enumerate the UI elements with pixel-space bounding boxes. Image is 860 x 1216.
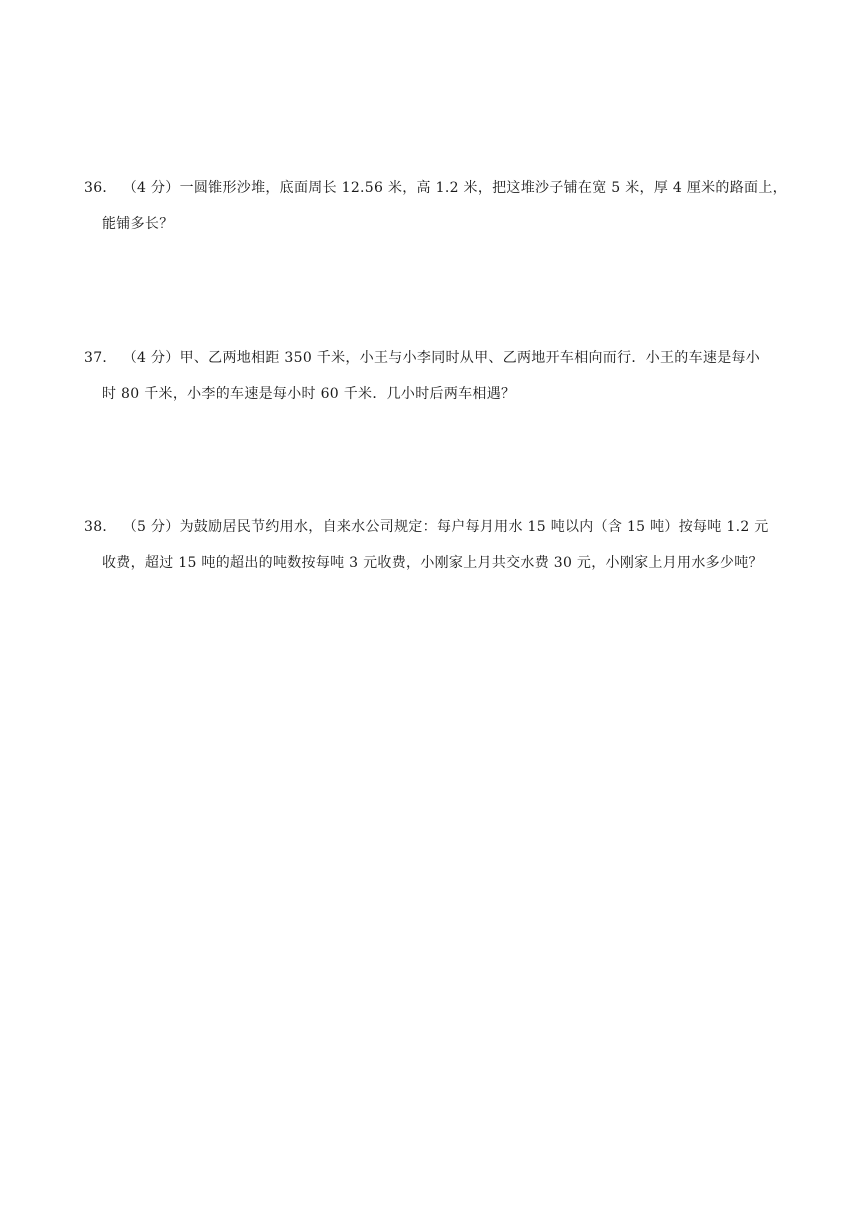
question-38 — [84, 517, 780, 589]
question-37 — [84, 348, 780, 420]
question-text: 一圆锥形沙堆，底面周长 12.56 米，高 1.2 米，把这堆沙子铺在宽 5 米，厚 4 厘米的路面上， — [179, 180, 787, 196]
question-first-line — [84, 517, 780, 553]
question-number: 36． — [84, 180, 117, 196]
question-continuation-line: 时 80 千米，小李的车速是每小时 60 千米．几小时后两车相遇？ — [102, 386, 516, 402]
question-score: （4 分） — [122, 180, 180, 196]
question-number: 37． — [84, 350, 117, 366]
question-text: 甲、乙两地相距 350 千米，小王与小李同时从甲、乙两地开车相向而行．小王的车速是每小 — [179, 350, 761, 366]
question-score: （4 分） — [122, 350, 180, 366]
question-first-line — [84, 178, 787, 214]
question-text: 为鼓励居民节约用水，自来水公司规定：每户每月用水 15 吨以内（含 15 吨）按每吨 1.2 元 — [179, 519, 769, 535]
question-36 — [84, 178, 787, 250]
question-score: （5 分） — [122, 519, 180, 535]
question-continuation-line: 收费，超过 15 吨的超出的吨数按每吨 3 元收费，小刚家上月共交水费 30 元，小刚家上月用水多少吨？ — [102, 555, 763, 571]
question-first-line — [84, 348, 780, 384]
question-number: 38． — [84, 519, 117, 535]
question-continuation-line: 能铺多长？ — [102, 216, 174, 232]
